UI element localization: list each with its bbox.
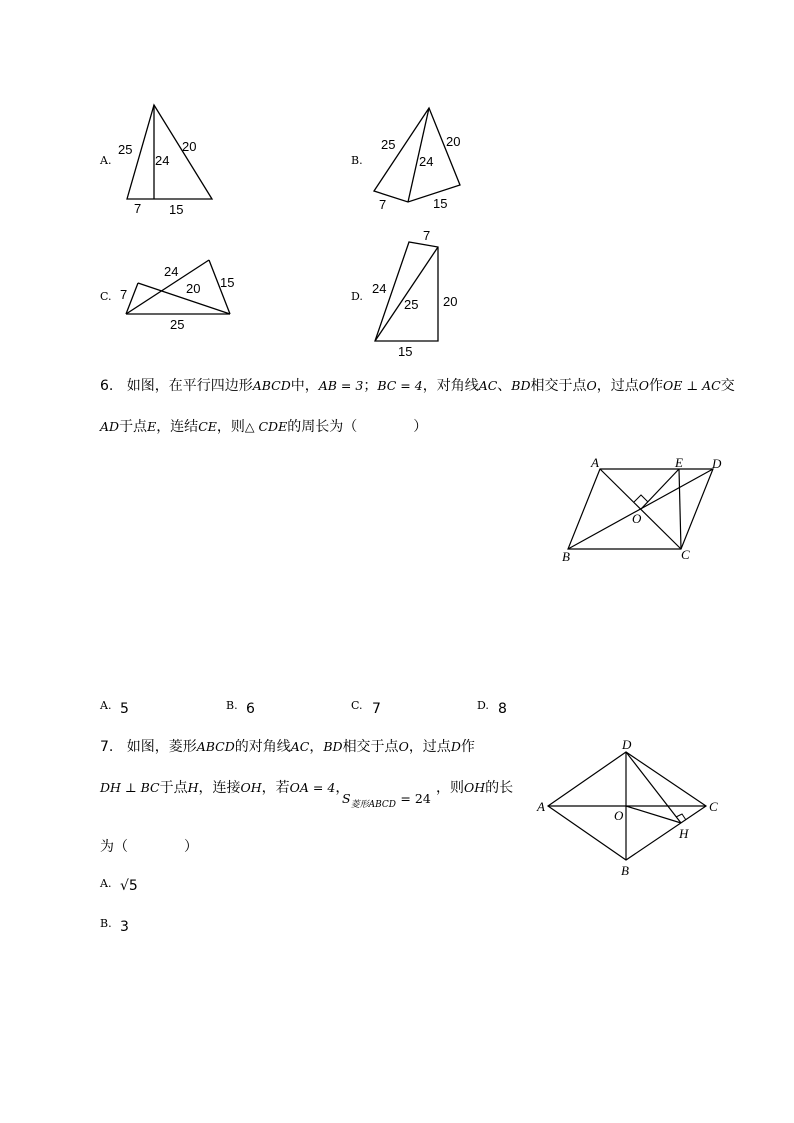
fig-label: 20	[443, 294, 458, 309]
point-label: O	[614, 808, 624, 823]
fig-label: 25	[118, 142, 133, 157]
point-label: C	[681, 547, 690, 562]
fig-label: 15	[398, 344, 413, 359]
point-label: B	[621, 863, 629, 878]
triangle-figure-c	[110, 250, 250, 340]
question-number: 7.	[100, 739, 114, 755]
option-label: D.	[351, 290, 363, 303]
question-number: 6.	[100, 378, 114, 394]
fig-label: 24	[155, 153, 170, 168]
option-label: A.	[100, 154, 112, 167]
triangle-figure-a	[110, 95, 230, 225]
fig-label: 24	[164, 264, 179, 279]
fig-label: 24	[372, 281, 387, 296]
point-label: A	[591, 455, 599, 470]
point-label: H	[679, 826, 689, 841]
fig-label: 20	[182, 139, 197, 154]
fig-label: 20	[186, 281, 201, 296]
point-label: A	[537, 799, 545, 814]
fig-label: 15	[433, 196, 448, 211]
point-label: O	[632, 511, 642, 526]
triangle-figure-b	[360, 95, 480, 225]
question-7-line-2-end: ，则OH的长	[436, 780, 514, 796]
rhombus-figure	[532, 733, 732, 883]
point-label: D	[622, 737, 632, 752]
fig-label: 7	[134, 201, 142, 216]
fig-label: 7	[120, 287, 128, 302]
question-6-line-1: 6. 如图，在平行四边形ABCD中，AB = 3；BC = 4，对角线AC、BD相交于点O，过点O作OE ⊥ AC交	[100, 378, 735, 394]
fig-label: 20	[446, 134, 461, 149]
option-label: B.	[351, 154, 363, 167]
fig-label: 25	[404, 297, 419, 312]
point-label: E	[675, 455, 683, 470]
fig-label: 7	[379, 197, 387, 212]
question-7-line-1: 7. 如图，菱形ABCD的对角线AC，BD相交于点O，过点D作	[100, 739, 475, 755]
question-7-line-3: 为（ ）	[100, 839, 198, 855]
fig-label: 24	[419, 154, 434, 169]
question-7-line-2: DH ⊥ BC于点H，连接OH，若OA = 4，	[100, 780, 350, 796]
fig-label: 25	[170, 317, 185, 332]
point-label: D	[712, 456, 722, 471]
triangle-figure-d	[360, 225, 480, 365]
rhombus-area-expression: $S_{菱形ABCD} = 24$	[342, 791, 431, 810]
fig-label: 15	[169, 202, 184, 217]
point-label: C	[709, 799, 718, 814]
fig-label: 7	[423, 228, 431, 243]
fig-label: 15	[220, 275, 235, 290]
question-6-line-2: AD于点E，连结CE，则△ CDE的周长为（ ）	[100, 419, 428, 435]
fig-label: 25	[381, 137, 396, 152]
parallelogram-figure	[555, 453, 735, 568]
point-label: B	[562, 549, 570, 564]
option-label: C.	[100, 290, 112, 303]
